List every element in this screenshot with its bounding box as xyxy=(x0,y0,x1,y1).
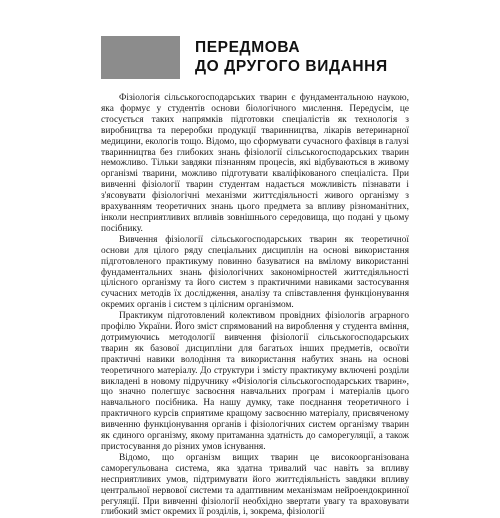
paragraph-1: Фізіологія сільськогосподарських тварин є фундаментальною наукою, яка формує у студентів основи біологічного мислення. Передусім, це стосується таких напрямків підготовки спеціалістів як технологія з виробництва та переробки продукції тваринництва, лікарів ветеринарної медицини, екологів тощо. Відомо, що сформувати сучасного фахівця в галузі тваринництва без глибоких знань фізіології сільськогосподарських тварин неможливо. Тільки завдяки пізнанням процесів, які відбуваються в живому організмі тварини, можливо підготувати кваліфікованого спеціаліста. При вивченні фізіології тварин студентам надається можливість пізнавати і з'ясовувати фізіологічні механізми життєдіяльності живого організму з врахуванням теоретичних знань цього предмета за впливу різноманітних, інколи несприятливих впливів зовнішнього середовища, що подані у цьому посібнику. xyxy=(101,93,409,234)
page-title xyxy=(195,38,388,76)
title-block xyxy=(101,36,388,79)
paragraph-3: Практикум підготовлений колективом провідних фізіологів аграрного профілю України. Його зміст спрямований на вироблення у студента вміння, дотримуючись методології вивчення фізіології сільськогосподарських тварин як базової дисципліни для багатьох інших предметів, освоїти практичні навики володіння та використання набутих знань на основі теоретичного матеріалу. До структури і змісту практикуму включені розділи викладені в новому підручнику «Фізіологія сільськогосподарських тварин», що значно полегшує засвоєння навчальних програм і матеріалів цього навчального посібника. На нашу думку, таке поєднання теоретичного і практичного курсів сприятиме кращому засвоєнню матеріалу, присвяченому вивченню функціонування органів і фізіологічних систем організму тварин як єдиного організму, якому притаманна здатність до саморегуляції, а також пристосування до різних умов існування. xyxy=(101,311,409,452)
decorative-gray-bar xyxy=(101,36,180,79)
paragraph-4: Відомо, що організм вищих тварин це високоорганізована саморегульована система, яка здатна тривалий час навіть за впливу несприятливих умов, підтримувати його життєдіяльність завдяки впливу центральної нервової системи та адаптивним механізмам нейроендокринної регуляції. При вивченні фізіології необхідно звертати увагу та враховувати глибокий зміст окремих її розділів, і, зокрема, фізіології xyxy=(101,452,409,518)
paragraph-2: Вивчення фізіології сільськогосподарських тварин як теоретичної основи для цілого ряду спеціальних дисциплін на основі використання підготовленого практикуму повинно базуватися на вмілому використанні фундаментальних знань фізіологічних закономірностей життєдіяльності цілісного організму та його систем з практичними навиками застосування сучасних методів їх дослідження, аналізу та співставлення функціонування окремих органів і систем з цілісним організмом. xyxy=(101,234,409,311)
title-line-1: ПЕРЕДМОВА xyxy=(195,39,301,56)
title-line-2: ДО ДРУГОГО ВИДАННЯ xyxy=(195,58,388,75)
body-text xyxy=(101,93,409,518)
